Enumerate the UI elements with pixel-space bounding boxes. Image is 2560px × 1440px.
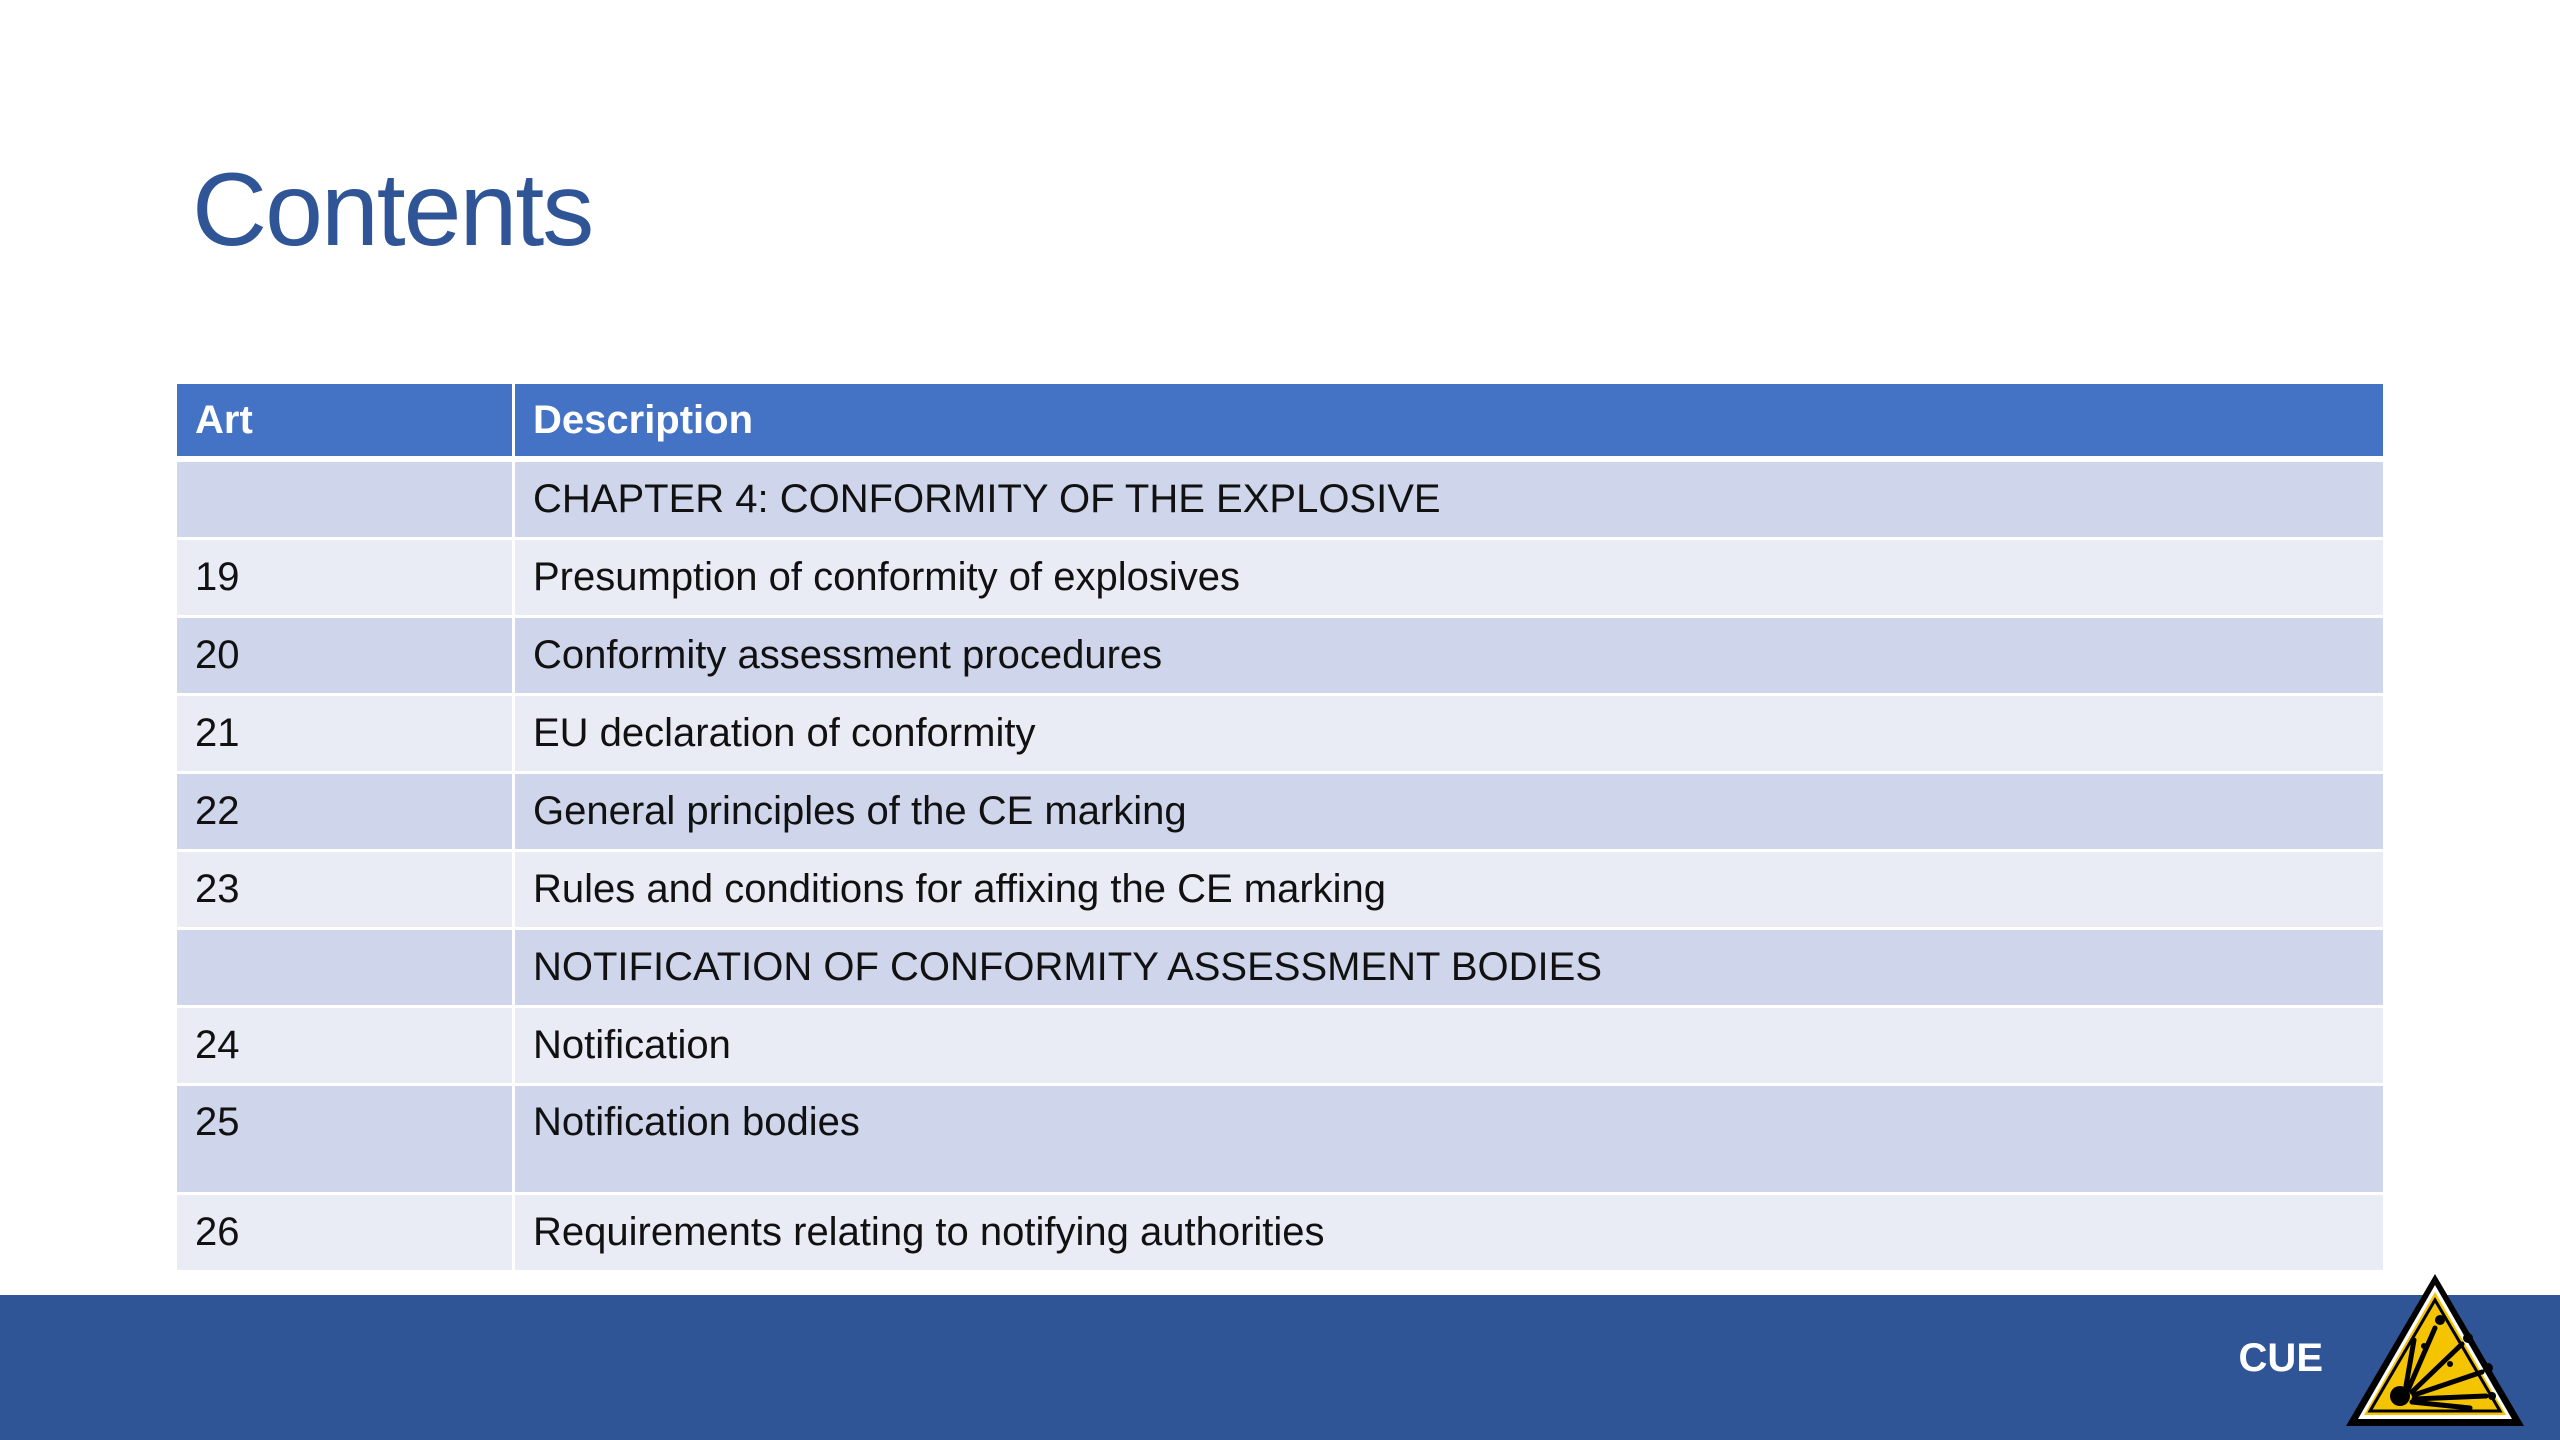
table-row (177, 1194, 2383, 1272)
description-cell: Rules and conditions for affixing the CE marking (514, 851, 2384, 929)
table-row (177, 929, 2383, 1007)
art-cell: 21 (177, 695, 514, 773)
description-cell: NOTIFICATION OF CONFORMITY ASSESSMENT BODIES (514, 929, 2384, 1007)
description-cell: Notification (514, 1007, 2384, 1085)
art-cell: 22 (177, 773, 514, 851)
art-cell: 19 (177, 539, 514, 617)
footer-label: CUE (2238, 1336, 2323, 1380)
art-cell: 25 (177, 1085, 514, 1194)
contents-table (177, 384, 2383, 1273)
description-cell: Conformity assessment procedures (514, 617, 2384, 695)
description-cell: Requirements relating to notifying authorities (514, 1194, 2384, 1272)
table-row (177, 773, 2383, 851)
art-cell: 24 (177, 1007, 514, 1085)
explosive-hazard-icon (2340, 1268, 2530, 1432)
table-row (177, 1085, 2383, 1194)
header-art: Art (177, 384, 514, 459)
table-row (177, 1007, 2383, 1085)
description-cell: Presumption of conformity of explosives (514, 539, 2384, 617)
description-cell: General principles of the CE marking (514, 773, 2384, 851)
art-cell (177, 929, 514, 1007)
description-cell: CHAPTER 4: CONFORMITY OF THE EXPLOSIVE (514, 459, 2384, 539)
table-row (177, 617, 2383, 695)
footer-band (0, 1295, 2560, 1440)
description-cell: EU declaration of conformity (514, 695, 2384, 773)
art-cell: 23 (177, 851, 514, 929)
table-header-row (177, 384, 2383, 459)
art-cell (177, 459, 514, 539)
description-cell: Notification bodies (514, 1085, 2384, 1194)
table-row (177, 851, 2383, 929)
art-cell: 26 (177, 1194, 514, 1272)
table-row (177, 539, 2383, 617)
table-row (177, 459, 2383, 539)
table-row (177, 695, 2383, 773)
slide-title: Contents (192, 152, 593, 268)
art-cell: 20 (177, 617, 514, 695)
header-description: Description (514, 384, 2384, 459)
